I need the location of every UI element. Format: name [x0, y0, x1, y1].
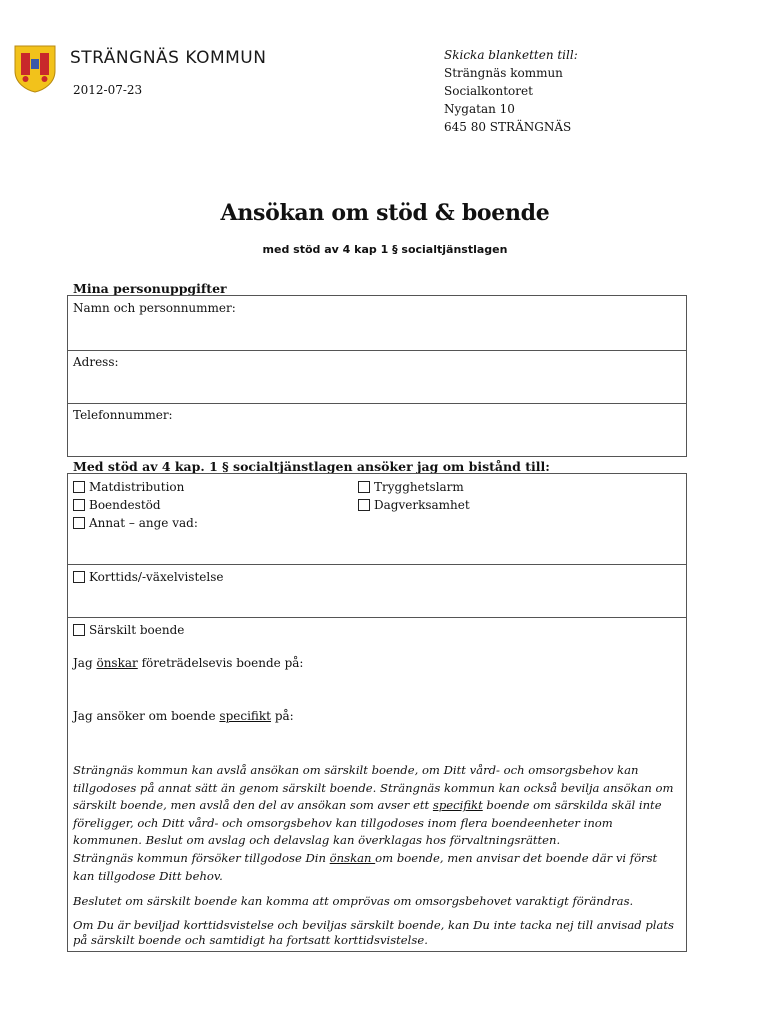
personal-details-box	[67, 295, 687, 457]
name-field-label: Namn och personnummer:	[73, 301, 236, 315]
review-info-paragraph: Beslutet om särskilt boende kan komma att omprövas om omsorgsbehovet varaktigt förändras.	[73, 894, 634, 908]
name-field[interactable]	[68, 296, 686, 350]
checkbox[interactable]	[358, 499, 370, 511]
short-stay-info-paragraph: Om Du är beviljad korttidsvistelse och beviljas särskilt boende, kan Du inte tacka nej till anvisad plats på särskilt boende och samtidigt ha fortsatt korttidsvistelse.	[73, 918, 674, 947]
option-boendestod[interactable]	[73, 496, 161, 514]
page-title: Ansökan om stöd & boende	[220, 200, 550, 226]
option-label: Särskilt boende	[89, 623, 185, 637]
text: om boende, men anvisar det boende där vi först kan tillgodose Ditt behov.	[73, 850, 658, 883]
text: Jag ansöker om boende	[73, 709, 220, 723]
legal-info-paragraph	[73, 762, 681, 885]
checkbox[interactable]	[358, 481, 370, 493]
application-box	[67, 473, 687, 952]
text: företrädelsevis boende på:	[137, 656, 304, 670]
address-field[interactable]	[68, 350, 686, 403]
send-to-address	[444, 46, 578, 136]
preferred-housing-field[interactable]	[73, 656, 303, 670]
option-label: Dagverksamhet	[374, 498, 470, 512]
organization-name: STRÄNGNÄS KOMMUN	[70, 48, 267, 68]
checkbox[interactable]	[73, 571, 85, 583]
option-label: Matdistribution	[89, 480, 185, 494]
phone-field[interactable]	[68, 403, 686, 456]
option-label: Boendestöd	[89, 498, 161, 512]
text: på:	[271, 709, 294, 723]
option-dagverksamhet[interactable]	[358, 496, 470, 514]
checkbox[interactable]	[73, 517, 85, 529]
option-special-housing[interactable]	[73, 621, 184, 639]
text: Strängnäs kommun kan avslå ansökan om särskilt boende, om Ditt vård- och omsorgsbehov kan tillgodoses på annat sätt än genom särskilt boende. Strängnäs kommun kan också bevilja ansökan om särskilt boende, men avslå den del av ansökan som avser ett	[73, 763, 674, 813]
municipality-coat-of-arms-icon	[14, 45, 56, 93]
text: önskar	[96, 656, 138, 670]
option-label: Korttids/-växelvistelse	[89, 570, 224, 584]
special-housing-section	[68, 617, 686, 951]
text: Jag	[73, 656, 97, 670]
specific-housing-field[interactable]	[73, 709, 294, 723]
checkbox[interactable]	[73, 481, 85, 493]
option-label: Trygghetslarm	[374, 480, 464, 494]
address-line: 645 80 STRÄNGNÄS	[444, 120, 572, 134]
checkbox[interactable]	[73, 499, 85, 511]
option-matdistribution[interactable]	[73, 478, 184, 496]
phone-field-label: Telefonnummer:	[73, 408, 173, 422]
text: Strängnäs kommun försöker tillgodose Din	[73, 850, 330, 865]
option-label: Annat – ange vad:	[89, 516, 198, 530]
text: boende om särskilda skäl inte föreligger, och Ditt vård- och omsorgsbehov kan tillgodoses inom flera boendeenheter inom kommunen. Beslut om avslag och delavslag kan överklagas hos förvaltningsrätten.	[73, 798, 662, 848]
personal-details-heading: Mina personuppgifter	[73, 281, 227, 296]
send-to-label: Skicka blanketten till:	[444, 48, 578, 62]
checkbox[interactable]	[73, 624, 85, 636]
short-stay-section	[68, 564, 686, 617]
option-annat[interactable]	[73, 514, 198, 532]
page-subtitle: med stöd av 4 kap 1 § socialtjänstlagen	[262, 243, 508, 256]
text: specifikt	[432, 798, 483, 813]
option-short-stay[interactable]	[73, 568, 223, 586]
text: önskan	[329, 850, 376, 865]
text: specifikt	[219, 709, 272, 723]
option-trygghetslarm[interactable]	[358, 478, 464, 496]
address-line: Socialkontoret	[444, 84, 533, 98]
document-date: 2012-07-23	[73, 83, 143, 97]
address-line: Nygatan 10	[444, 102, 515, 116]
application-heading: Med stöd av 4 kap. 1 § socialtjänstlagen ansöker jag om bistånd till:	[73, 459, 550, 474]
address-line: Strängnäs kommun	[444, 66, 563, 80]
address-field-label: Adress:	[73, 355, 119, 369]
